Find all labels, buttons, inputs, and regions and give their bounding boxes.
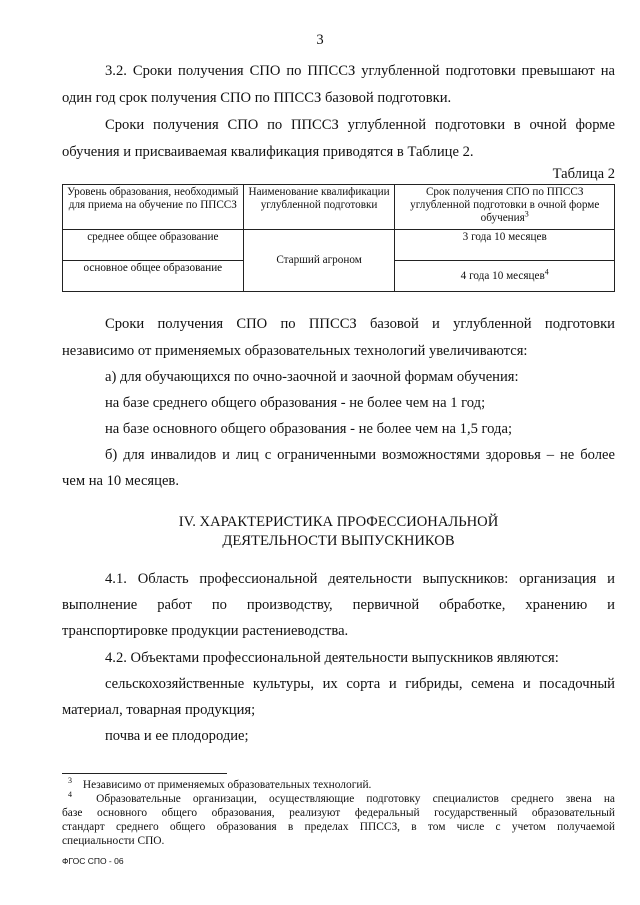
header-term xyxy=(395,185,615,230)
footnote-4-line-3: стандарт среднего общего образования в пределах ППССЗ, в том числе с учетом получаемой xyxy=(62,821,615,833)
footnote-4-line-4: специальности СПО. xyxy=(62,835,165,847)
item-b-line-2: чем на 10 месяцев. xyxy=(62,473,179,489)
footnote-4-mark: 4 xyxy=(68,790,72,800)
footnote-4-line-1 xyxy=(68,792,615,806)
footnote-3 xyxy=(68,778,371,792)
object-1-line-2: материал, товарная продукция; xyxy=(62,702,256,718)
footnote-divider xyxy=(62,773,227,774)
header-qualification: Наименование квалификации углубленной подготовки xyxy=(243,185,395,230)
section-title-line-1: IV. ХАРАКТЕРИСТИКА ПРОФЕССИОНАЛЬНОЙ xyxy=(178,514,499,530)
table-header-row xyxy=(63,185,615,230)
header-term-text: Срок получения СПО по ППССЗ углубленной подготовки в очной форме обучения xyxy=(410,186,600,224)
footnote-3-text: Независимо от применяемых образовательных технологий. xyxy=(82,779,372,791)
item-a-1: на базе среднего общего образования - не более чем на 1 год; xyxy=(105,395,486,411)
footnote-4-line-2: базе основного общего образования, реализуют федеральный государственный образовательный xyxy=(62,807,615,819)
item-b-line-1: б) для инвалидов и лиц с ограниченными возможностями здоровья – не более xyxy=(105,447,615,463)
para-4-1-line-3: транспортировке продукции растениеводства. xyxy=(62,623,349,639)
item-a: а) для обучающихся по очно-заочной и заочной формам обучения: xyxy=(105,369,519,385)
para-increase-line-1: Сроки получения СПО по ППССЗ базовой и углубленной подготовки xyxy=(105,316,615,332)
footnote-4-line-1-text: Образовательные организации, осуществляющие подготовку специалистов среднего звена на xyxy=(96,793,615,805)
row-term-text: 4 года 10 месяцев xyxy=(460,269,545,282)
table-caption: Таблица 2 xyxy=(552,166,615,182)
para-terms-line-2: обучения и присваиваемая квалификация приводятся в Таблице 2. xyxy=(62,144,474,160)
object-2: почва и ее плодородие; xyxy=(105,728,249,744)
para-increase-line-2: независимо от применяемых образовательных технологий увеличиваются: xyxy=(62,343,528,359)
row-level: среднее общее образование xyxy=(63,230,244,261)
page-number: 3 xyxy=(316,32,324,48)
section-title-line-2: ДЕЯТЕЛЬНОСТИ ВЫПУСКНИКОВ xyxy=(222,533,455,549)
row-term: 3 года 10 месяцев xyxy=(395,230,615,261)
header-level: Уровень образования, необходимый для приема на обучение по ППССЗ xyxy=(63,185,244,230)
row-level: основное общее образование xyxy=(63,261,244,292)
para-4-2: 4.2. Объектами профессиональной деятельности выпускников являются: xyxy=(105,650,559,666)
qualification-cell: Старший агроном xyxy=(243,230,395,292)
table-row xyxy=(63,230,615,261)
footnote-ref-4: 4 xyxy=(544,266,549,276)
para-4-1-line-1: 4.1. Область профессиональной деятельности выпускников: организация и xyxy=(105,571,615,587)
object-1-line-1: сельскохозяйственные культуры, их сорта и гибриды, семена и посадочный xyxy=(105,676,615,692)
footnote-3-mark: 3 xyxy=(68,776,72,786)
item-a-2: на базе основного общего образования - не более чем на 1,5 года; xyxy=(105,421,513,437)
footnote-4 xyxy=(68,792,615,806)
para-3-2-line-1: 3.2. Сроки получения СПО по ППССЗ углубленной подготовки превышают на xyxy=(105,63,615,79)
qualification-table xyxy=(62,184,615,292)
para-3-2-line-2: один год срок получения СПО по ППССЗ базовой подготовки. xyxy=(62,90,452,106)
footer-code: ФГОС СПО - 06 xyxy=(62,856,124,866)
para-terms-line-1: Сроки получения СПО по ППССЗ углубленной подготовки в очной форме xyxy=(105,117,615,133)
footnote-ref-3: 3 xyxy=(524,209,529,219)
para-4-1-line-2: выполнение работ по производству, первичной обработке, хранению и xyxy=(62,597,615,613)
row-term xyxy=(395,261,615,292)
